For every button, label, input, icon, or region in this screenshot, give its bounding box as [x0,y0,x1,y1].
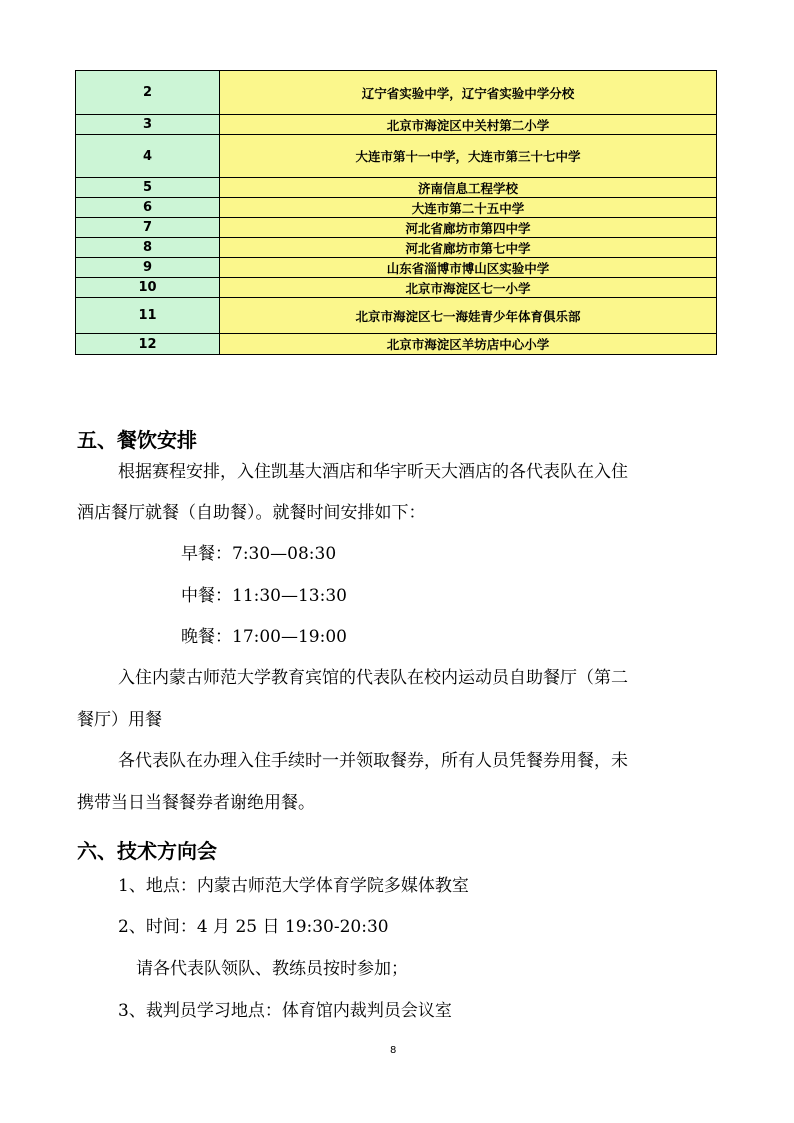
school-name-cell: 辽宁省实验中学，辽宁省实验中学分校 [220,71,717,115]
meal-para-2-line-2: 餐厅）用餐 [77,710,162,730]
meal-para-1-line-2: 酒店餐厅就餐（自助餐）。就餐时间安排如下： [77,503,426,523]
school-name-cell: 北京市海淀区中关村第二小学 [220,115,717,135]
meal-para-3-line-2: 携带当日当餐餐券者谢绝用餐。 [77,793,315,813]
row-number-cell: 9 [76,258,220,278]
row-number-cell: 4 [76,135,220,178]
row-number-cell: 6 [76,198,220,218]
meeting-location: 1、地点：内蒙古师范大学体育学院多媒体教室 [118,876,469,896]
school-name-cell: 济南信息工程学校 [220,178,717,198]
row-number-cell: 7 [76,218,220,238]
table-row [76,178,717,198]
table-row [76,115,717,135]
meal-para-2-line-1: 入住内蒙古师范大学教育宾馆的代表队在校内运动员自助餐厅（第二 [118,668,628,688]
section-5-heading: 五、餐饮安排 [77,428,197,452]
table-row [76,238,717,258]
row-number-cell: 11 [76,298,220,334]
referee-study-location: 3、裁判员学习地点：体育馆内裁判员会议室 [118,1001,452,1021]
row-number-cell: 5 [76,178,220,198]
school-name-cell: 大连市第二十五中学 [220,198,717,218]
school-name-cell: 大连市第十一中学，大连市第三十七中学 [220,135,717,178]
row-number-cell: 10 [76,278,220,298]
meal-para-1-line-1: 根据赛程安排，入住凯基大酒店和华宇昕天大酒店的各代表队在入住 [118,462,628,482]
table-row [76,298,717,334]
row-number-cell: 12 [76,334,220,355]
page-number: 8 [390,1045,397,1056]
school-table [75,70,717,355]
lunch-time: 中餐：11:30—13:30 [181,586,347,606]
table-row [76,278,717,298]
table-row [76,258,717,278]
table-row [76,71,717,115]
row-number-cell: 2 [76,71,220,115]
school-name-cell: 北京市海淀区羊坊店中心小学 [220,334,717,355]
table-row [76,198,717,218]
dinner-time: 晚餐：17:00—19:00 [181,627,347,647]
school-name-cell: 北京市海淀区七一海娃青少年体育俱乐部 [220,298,717,334]
row-number-cell: 8 [76,238,220,258]
school-name-cell: 山东省淄博市博山区实验中学 [220,258,717,278]
row-number-cell: 3 [76,115,220,135]
meeting-time: 2、时间：4 月 25 日 19:30-20:30 [118,917,389,937]
meeting-note: 请各代表队领队、教练员按时参加； [136,959,408,979]
table-row [76,218,717,238]
school-name-cell: 河北省廊坊市第四中学 [220,218,717,238]
section-6-heading: 六、技术方向会 [77,839,217,863]
table-row [76,135,717,178]
school-name-cell: 北京市海淀区七一小学 [220,278,717,298]
school-name-cell: 河北省廊坊市第七中学 [220,238,717,258]
school-table-body [76,71,717,355]
table-row [76,334,717,355]
breakfast-time: 早餐：7:30—08:30 [181,544,337,564]
meal-para-3-line-1: 各代表队在办理入住手续时一并领取餐券，所有人员凭餐券用餐，未 [118,751,628,771]
